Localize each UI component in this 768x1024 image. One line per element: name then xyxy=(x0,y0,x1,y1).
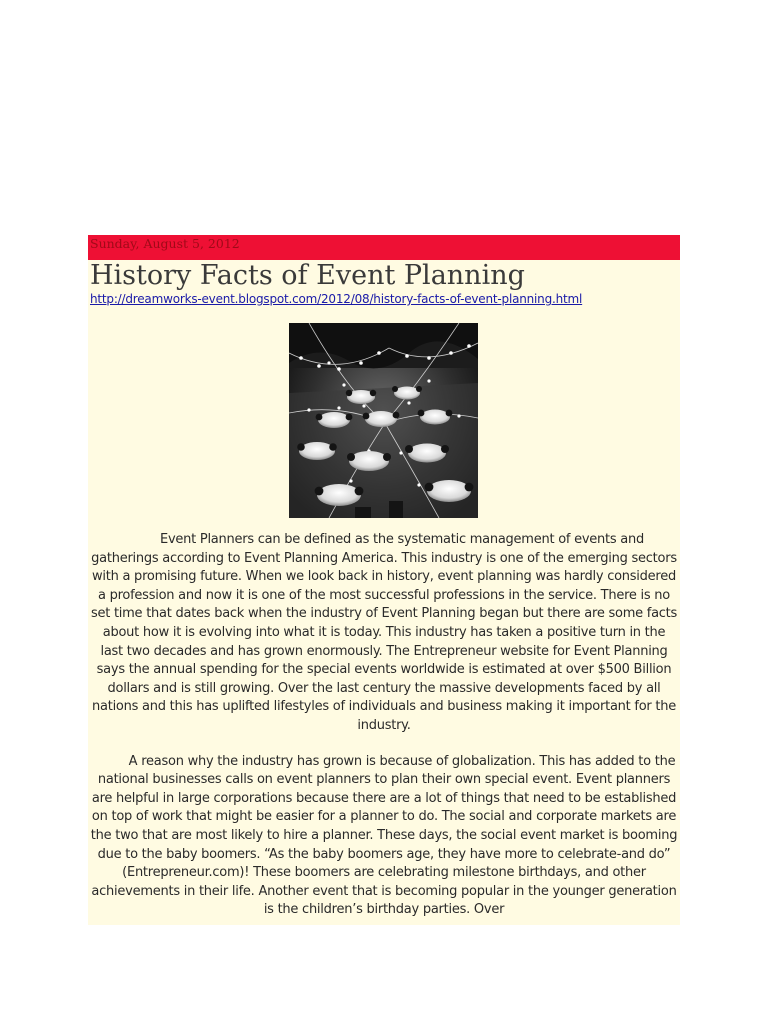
post-body xyxy=(88,531,680,925)
blog-post xyxy=(88,235,680,925)
post-title: History Facts of Event Planning xyxy=(90,260,525,291)
post-permalink[interactable]: http://dreamworks-event.blogspot.com/2012/08/history-facts-of-event-planning.html xyxy=(90,292,583,306)
post-date-bar xyxy=(88,235,680,260)
post-paragraph-1: Event Planners can be defined as the systematic management of events and gatherings according to Event Planning America. This industry is one of the emerging sectors with a promising future. When we look back in history, event planning was hardly considered a profession and now it is one of the most successful professions in the service. There is no set time that dates back when the industry of Event Planning began but there are some facts about how it is evolving into what it is today. This industry has taken a positive turn in the last two decades and has grown enormously. The Entrepreneur website for Event Planning says the annual spending for the special events worldwide is estimated at over $500 Billion dollars and is still growing. Over the last century the massive developments faced by all nations and this has uplifted lifestyles of individuals and business making it important for the industry. xyxy=(90,532,678,733)
post-paragraph-2: A reason why the industry has grown is because of globalization. This has added to the national businesses calls on event planners to plan their own special event. Event planners are helpful in large corporations because there are a lot of things that need to be established on top of work that might be easier for a planner to do. The social and corporate markets are the two that are most likely to hire a planner. These days, the social event market is booming due to the baby boomers. “As the baby boomers age, they have more to celebrate-and do” (Entrepreneur.com)! These boomers are celebrating milestone birthdays, and other achievements in their life. Another event that is becoming popular in the younger generation is the children’s birthday parties. Over xyxy=(90,753,678,918)
event-venue-photo xyxy=(289,323,478,518)
post-date: Sunday, August 5, 2012 xyxy=(90,236,240,251)
